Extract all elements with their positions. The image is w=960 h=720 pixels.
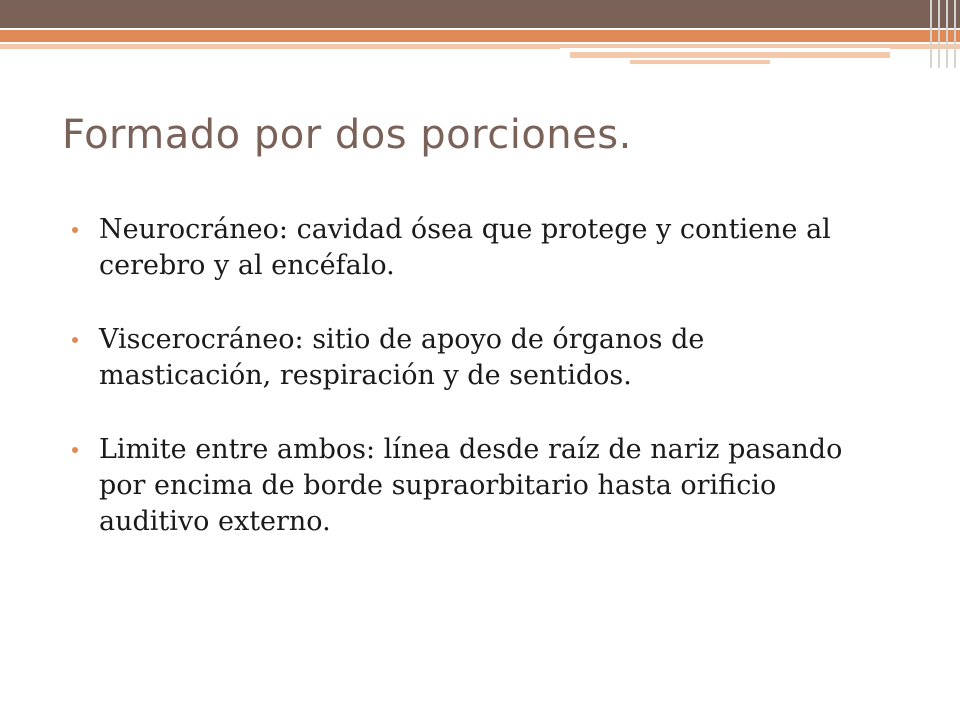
bullet-dot-icon	[72, 337, 78, 343]
bullet-text: Neurocráneo: cavidad ósea que protege y contiene al cerebro y al encéfalo.	[99, 214, 831, 281]
header-band-light-segment-small	[630, 60, 770, 64]
vertical-line	[954, 0, 956, 68]
header-vertical-lines	[926, 0, 960, 68]
vertical-line	[938, 0, 940, 68]
bullet-list	[72, 212, 872, 578]
vertical-line	[946, 0, 948, 68]
bullet-text: Viscerocráneo: sitio de apoyo de órganos de masticación, respiración y de sentidos.	[99, 324, 705, 391]
header-band-light-segment	[570, 52, 890, 58]
bullet-dot-icon	[72, 447, 78, 453]
header-band-orange	[0, 30, 960, 42]
bullet-text: Limite entre ambos: línea desde raíz de nariz pasando por encima de borde supraorbitario hasta orificio auditivo externo.	[99, 434, 843, 537]
bullet-item	[72, 212, 872, 284]
slide-title: Formado por dos porciones.	[62, 112, 632, 158]
header-stripe-white	[560, 48, 890, 51]
vertical-line	[930, 0, 932, 68]
header-band-dark	[0, 0, 960, 28]
bullet-item	[72, 432, 872, 540]
bullet-dot-icon	[72, 227, 78, 233]
bullet-item	[72, 322, 872, 394]
